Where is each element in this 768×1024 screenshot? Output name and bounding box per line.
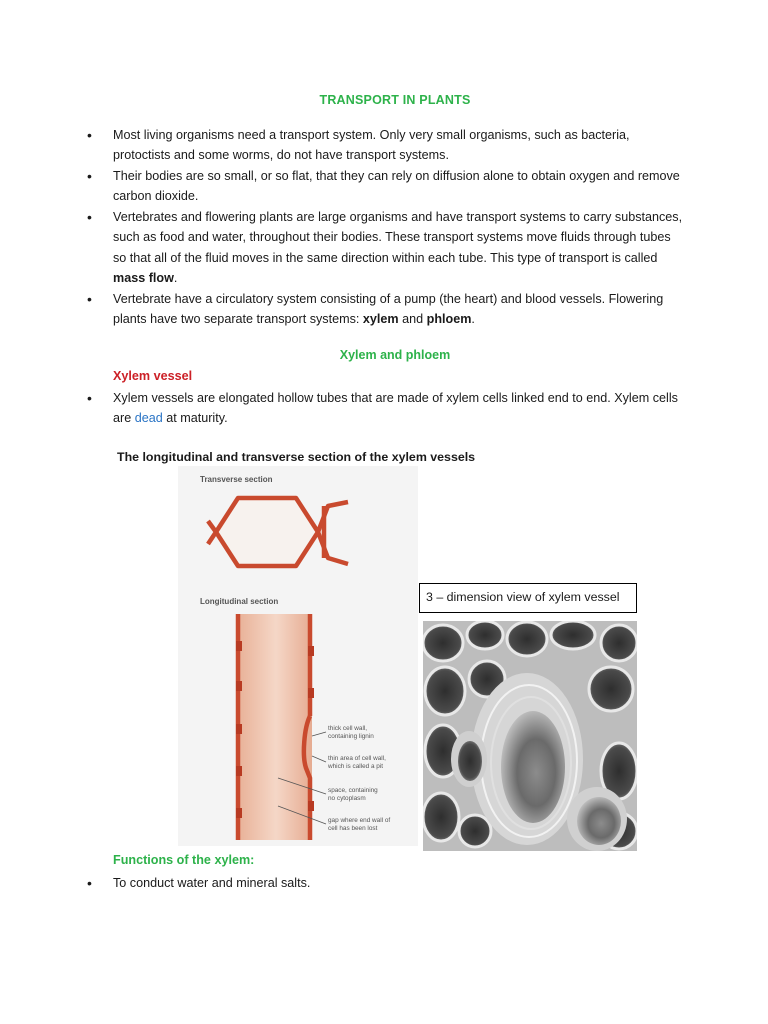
cell: [467, 621, 503, 649]
xylem-section-diagram: [178, 466, 418, 846]
list-item: [87, 207, 687, 288]
bullet-text: Vertebrate have a circulatory system consisting of a pump (the heart) and blood vessels. Flowering plants have two separate transport systems:: [113, 291, 664, 327]
functions-heading: Functions of the xylem:: [113, 853, 255, 867]
list-item: [87, 388, 687, 429]
bullet-text: Most living organisms need a transport system. Only very small organisms, such as bacteria, protoctists and some worms, do not have transport systems.: [113, 128, 630, 163]
bullet-text: at maturity.: [162, 411, 228, 426]
annotation-text: thin area of cell wall,: [328, 755, 386, 762]
intro-bullet-list: [87, 125, 687, 330]
small-vessel: [451, 731, 487, 787]
cell: [551, 621, 595, 649]
bold-term: phloem: [426, 312, 472, 327]
annotation-text: containing lignin: [328, 733, 374, 740]
annotation-text: cell has been lost: [328, 825, 378, 832]
annotation-text: which is called a pit: [328, 763, 384, 770]
pit: [236, 808, 242, 818]
list-item: [87, 125, 687, 166]
annotation-text: thick cell wall,: [328, 725, 368, 732]
pit: [236, 641, 242, 651]
bold-term: xylem: [362, 312, 399, 327]
page-title: TRANSPORT IN PLANTS: [319, 93, 471, 107]
cell: [589, 667, 633, 711]
list-item: [87, 289, 687, 330]
pit: [308, 688, 314, 698]
bullet-text: Xylem vessels are elongated hollow tubes that are made of xylem cells linked end to end. Xylem cells are: [113, 391, 678, 426]
annotation-text: no cytoplasm: [328, 795, 366, 802]
cell: [507, 622, 547, 656]
bullet-text: and: [398, 312, 427, 327]
medium-vessel: [567, 787, 627, 851]
bullet-text: Their bodies are so small, or so flat, that they can rely on diffusion alone to obtain oxygen and remove carbon dioxide.: [113, 169, 680, 204]
vessel-lumen: [501, 711, 565, 823]
functions-bullet-list: [87, 873, 687, 894]
section-title: Xylem and phloem: [339, 348, 451, 362]
cell: [423, 793, 459, 841]
xylem-micrograph-image: [423, 621, 637, 851]
list-item: [87, 166, 687, 207]
figure-caption: The longitudinal and transverse section of the xylem vessels: [117, 450, 476, 464]
annotation-text: gap where end wall of: [328, 817, 391, 824]
hexagon-cell: [216, 498, 318, 566]
pit: [236, 681, 242, 691]
bullet-text: .: [173, 271, 178, 286]
bullet-text: .: [471, 312, 475, 327]
cell: [425, 667, 465, 715]
longitudinal-label: Longitudinal section: [200, 597, 279, 606]
large-vessel: [471, 673, 583, 845]
annotation-text: space, containing: [328, 787, 378, 794]
vessel-lumen: [577, 797, 621, 845]
xylem-heading: Xylem vessel: [113, 369, 193, 383]
cell: [601, 625, 637, 661]
pit: [236, 766, 242, 776]
3d-view-label-box: 3 – dimension view of xylem vessel: [419, 583, 637, 613]
pit: [308, 646, 314, 656]
bullet-text: To conduct water and mineral salts.: [113, 876, 311, 890]
list-item: [87, 873, 687, 893]
pit: [236, 724, 242, 734]
xylem-bullet-list: [87, 388, 687, 429]
bold-term: mass flow: [113, 271, 174, 286]
pit: [308, 801, 314, 811]
bullet-text: Vertebrates and flowering plants are large organisms and have transport systems to carry substances, such as food and water, throughout their bodies. These transport systems move fluids through tubes so that all of the fluid moves in the same direction within each tube. This type of transport is called: [113, 210, 683, 265]
vessel-lumen: [240, 614, 312, 840]
cell: [423, 625, 463, 661]
cell: [459, 815, 491, 847]
transverse-label: Transverse section: [200, 475, 273, 484]
highlighted-term: dead: [134, 411, 163, 426]
vessel-lumen: [458, 741, 482, 781]
